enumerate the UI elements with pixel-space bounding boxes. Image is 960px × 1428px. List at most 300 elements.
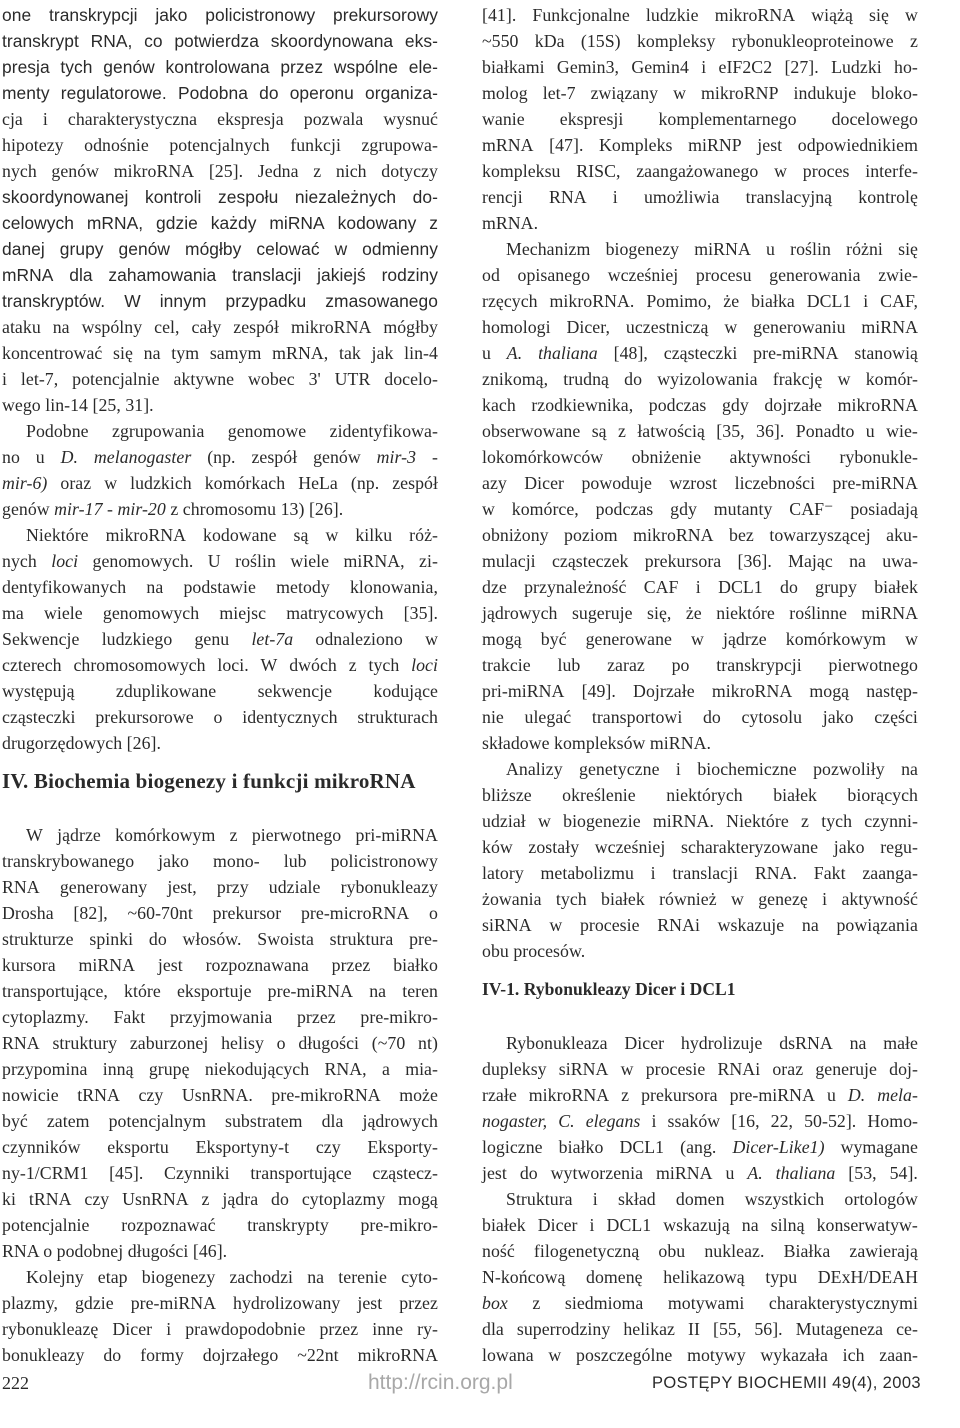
word: docelowego (831, 109, 918, 129)
word: latory (482, 863, 524, 883)
word: Mając (788, 551, 833, 571)
word: Kompleks (599, 135, 673, 155)
word: transkrypty (247, 1215, 329, 1235)
word: kompleksu (482, 161, 561, 181)
word: ssaków (667, 1111, 721, 1131)
word: RNA (2, 877, 40, 897)
word: się (869, 5, 889, 25)
word: chromosomowych (73, 655, 206, 675)
text-line (482, 418, 918, 444)
word: substratem (225, 1111, 303, 1131)
word: wie- (886, 421, 918, 441)
word: podczas (595, 499, 654, 519)
word: rzęcych (482, 291, 538, 311)
word: zespołu (218, 187, 279, 207)
word: komórkowym (115, 825, 216, 845)
text-line (482, 366, 918, 392)
word: wykazała (760, 1345, 828, 1365)
word: wspólny (81, 317, 143, 337)
word: towarzyszącej (769, 525, 871, 545)
word: i (612, 187, 618, 207)
text-line (2, 1134, 438, 1160)
word: biochemiczne (697, 759, 797, 779)
word: i (166, 1319, 172, 1339)
word: dsRNA (779, 1033, 833, 1053)
word: białek (601, 889, 645, 909)
word: Analizy (506, 759, 563, 779)
word: plazmy, (2, 1293, 58, 1313)
text-line (2, 288, 438, 314)
word: pre-miRNA (729, 1085, 815, 1105)
word: nich (335, 161, 367, 181)
word: gdy (721, 395, 749, 415)
word: Gemin3, (556, 57, 620, 77)
word: Fakt (113, 1007, 146, 1027)
word: pre-mikro- (360, 1215, 438, 1235)
word: różni (846, 239, 883, 259)
text-line (2, 1056, 438, 1082)
word: mulacji (482, 551, 536, 571)
word: 56]. (754, 1319, 783, 1339)
word: i (695, 577, 701, 597)
text-line (2, 1212, 438, 1238)
word: Mechanizm (506, 239, 591, 259)
text-line (482, 1316, 918, 1342)
word: [49]. (581, 681, 616, 701)
word: Jedna (257, 161, 299, 181)
word: znikomą, (482, 369, 549, 389)
text-line (2, 28, 438, 54)
word: Fakt (813, 863, 846, 883)
text-line (2, 874, 438, 900)
text-line (482, 808, 918, 834)
word: mikroRNA (357, 1345, 438, 1365)
word: rzodkiewnika, (531, 395, 634, 415)
word: wytworzenia (550, 1163, 644, 1183)
text-line (2, 548, 438, 574)
word: u (482, 343, 491, 363)
text-line (2, 574, 438, 600)
word: odmienny (362, 239, 438, 259)
text-line (482, 28, 918, 54)
word: [82], (73, 903, 108, 923)
word: D. (847, 1085, 866, 1105)
word: DCL1 (619, 1137, 665, 1157)
word: w (537, 811, 551, 831)
word: proces (802, 161, 850, 181)
word: wysnuć (383, 109, 438, 129)
section-heading: IV. Biochemia biogenezy i funkcji mikroRNA (2, 769, 416, 793)
word: 22, (770, 1111, 794, 1131)
word: być (2, 1111, 28, 1131)
text-line (2, 926, 438, 952)
word: odpowiednikiem (797, 135, 918, 155)
text-line (482, 132, 918, 158)
text-line (2, 978, 438, 1004)
word: wyizolowania (657, 369, 758, 389)
word: oraz (772, 1059, 804, 1079)
text-line (482, 574, 918, 600)
word: kompleksy (636, 31, 716, 51)
word: i (675, 759, 681, 779)
word: U (207, 551, 221, 571)
word: biogenezy (605, 239, 680, 259)
word: bliższe (482, 785, 532, 805)
word: bloko- (871, 83, 918, 103)
word: CAF, (880, 291, 918, 311)
text-line (2, 132, 438, 158)
word: eks- (404, 31, 438, 51)
word: mogą (809, 681, 850, 701)
word: Dicer (537, 1215, 578, 1235)
word: genów (118, 239, 171, 259)
word: thaliana (538, 343, 598, 363)
word: u (35, 447, 45, 467)
word: organiza- (365, 83, 438, 103)
word: kontrolę (858, 187, 918, 207)
word: białko (393, 955, 438, 975)
word: zaraz (607, 655, 645, 675)
word: potwierdza (174, 31, 259, 51)
word: jako (822, 707, 854, 727)
word: od (482, 265, 500, 285)
word: jest (157, 955, 183, 975)
word: do (780, 577, 798, 597)
word: genów (2, 499, 55, 519)
text-line (482, 80, 918, 106)
word: białek (482, 1215, 526, 1235)
word: indukuje (793, 83, 857, 103)
text-line (482, 834, 918, 860)
word: podczas (648, 395, 707, 415)
word: mRNA (2, 265, 54, 285)
word: matrycowych (286, 603, 384, 623)
word: ortologów (844, 1189, 918, 1209)
word: przypadku (225, 291, 307, 311)
word: charakterystyczna (67, 109, 198, 129)
word: dze (482, 577, 507, 597)
word: RNAi (657, 915, 700, 935)
word: logiczne (482, 1137, 543, 1157)
word: w (774, 161, 788, 181)
word: na (369, 981, 387, 1001)
word: Niektóre (26, 525, 89, 545)
word: roślin (790, 239, 831, 259)
word: kDa (534, 31, 565, 51)
word: u (766, 239, 775, 259)
word: ny-1/CRM1 (2, 1163, 89, 1183)
word: wobec (248, 369, 295, 389)
word: mono- (213, 851, 260, 871)
word: [35]. (403, 603, 438, 623)
word: policistronowy (205, 5, 316, 25)
word: (np. (207, 447, 236, 467)
word: RNA, (324, 1059, 367, 1079)
word: odnośnie (84, 135, 149, 155)
word: generowany (59, 877, 148, 897)
word: D. (60, 447, 79, 467)
text-line (482, 158, 918, 184)
word: UsnRNA (122, 1189, 189, 1209)
word: opisanego (517, 265, 591, 285)
word: transkrybowanego (2, 851, 135, 871)
word: ele- (408, 57, 438, 77)
word: helikazową (663, 1267, 745, 1287)
word: przez (280, 57, 324, 77)
text-line (2, 952, 438, 978)
word: czterech (2, 655, 62, 675)
word: i (2, 369, 7, 389)
word: ludzkie (645, 5, 699, 25)
word: o (276, 1033, 286, 1053)
word: nogaster, (482, 1111, 548, 1131)
text-line (2, 678, 438, 704)
word: na (849, 1033, 867, 1053)
word: lin-4 (404, 343, 438, 363)
text-line (482, 496, 918, 522)
word: włosów. (182, 929, 242, 949)
word: pri-miRNA (355, 825, 438, 845)
word: przypomina (2, 1059, 88, 1079)
word: u (865, 421, 875, 441)
word: do (702, 707, 721, 727)
word: filogenetyczną (533, 1241, 640, 1261)
word: pri-miRNA (482, 681, 565, 701)
word: mikroRNA (837, 395, 918, 415)
word: powiązania (836, 915, 918, 935)
text-line (2, 262, 438, 288)
word: presja (2, 57, 50, 77)
text-line (2, 444, 438, 470)
word: wskazuje (717, 915, 785, 935)
word: ludzkich (130, 473, 192, 493)
word: silną (770, 1215, 805, 1235)
word: do- (412, 187, 438, 207)
word: rzałe (482, 1085, 517, 1105)
word: ma (2, 603, 24, 623)
word: gdy (670, 499, 697, 519)
word: wcześniej (607, 265, 679, 285)
word: mela- (877, 1085, 918, 1105)
word: że (685, 603, 702, 623)
word: transkrypcji (716, 655, 802, 675)
text-line (482, 1342, 918, 1368)
text-line (482, 392, 918, 418)
word: że (723, 291, 740, 311)
word: box (482, 1293, 508, 1313)
word: generowania (769, 265, 861, 285)
word: 50-52]. (804, 1111, 857, 1131)
word: zahamowania (108, 265, 217, 285)
word: miRNA, (343, 551, 405, 571)
word: wiele (290, 551, 330, 571)
word: jądrze (722, 629, 767, 649)
word: motywy (687, 1345, 746, 1365)
word: i (650, 863, 656, 883)
word: azy (482, 473, 507, 493)
word: niektóre (716, 603, 775, 623)
text-line (482, 1134, 918, 1160)
word: strukturze (2, 929, 74, 949)
word: mutanty (713, 499, 773, 519)
word: menty (2, 83, 50, 103)
word: na (52, 317, 70, 337)
word: wanie (482, 109, 525, 129)
word: genu (194, 629, 230, 649)
word: [48], (613, 343, 648, 363)
word: w (691, 629, 704, 649)
word: co (144, 31, 163, 51)
word: potencjalnym (108, 1111, 206, 1131)
word: 3' (308, 369, 321, 389)
word: zaburzonej (129, 1033, 209, 1053)
word: ry- (417, 1319, 438, 1339)
word: W (26, 825, 43, 845)
text-line (482, 54, 918, 80)
word: - (431, 447, 438, 467)
word: chromosomu (182, 499, 281, 519)
word: mikroRNA. (549, 291, 635, 311)
word: ~60-70nt (127, 903, 193, 923)
word: etap (97, 1267, 128, 1287)
word: umożliwia (643, 187, 720, 207)
word: ~550 (482, 31, 519, 51)
text-line (2, 1004, 438, 1030)
word: cały (191, 317, 222, 337)
word: let-7, (20, 369, 59, 389)
word: z (348, 655, 357, 675)
word: udziale (268, 877, 321, 897)
word: w (724, 317, 738, 337)
word: mir-17 (54, 499, 107, 519)
word: ludzkiego (101, 629, 173, 649)
word: obniżony (482, 525, 549, 545)
word: mikroRNA (528, 1085, 610, 1105)
word: Białka (783, 1241, 831, 1261)
word: na (801, 915, 819, 935)
word: elegans (585, 1111, 641, 1131)
word: dentyfikowanych (2, 577, 127, 597)
word: na (849, 551, 866, 571)
word: w (905, 5, 918, 25)
text-line: wego lin-14 [25, 31]. (2, 395, 154, 415)
word: grupę (148, 1059, 190, 1079)
text-line: obu procesów. (482, 941, 586, 961)
word: zgrupowa- (361, 135, 438, 155)
word: HeLa (298, 473, 338, 493)
word: UTR (334, 369, 371, 389)
word: N-końcową (482, 1267, 566, 1287)
word: W (124, 291, 141, 311)
word: przynależność (524, 577, 627, 597)
word: lub (283, 851, 307, 871)
word: do (103, 1345, 122, 1365)
word: o (213, 707, 223, 727)
word: generowane (585, 629, 673, 649)
word: struktury (52, 1033, 118, 1053)
word: na (307, 1267, 325, 1287)
word: [45]. (109, 1163, 144, 1183)
word: dojrzałe (764, 395, 823, 415)
word: w (482, 499, 495, 519)
word: zespół (392, 473, 438, 493)
word: z (170, 499, 183, 519)
text-line (2, 848, 438, 874)
word: genomowych. (92, 551, 194, 571)
word: homologi (482, 317, 551, 337)
word: translacji (232, 265, 302, 285)
word: siRNA (558, 1059, 609, 1079)
word: interfe- (865, 161, 918, 181)
word: cel, (154, 317, 180, 337)
watermark-url[interactable]: http://rcin.org.pl (368, 1371, 513, 1394)
word: długości (298, 1033, 359, 1053)
word: 54]. (889, 1163, 918, 1183)
word: miRNA (269, 213, 325, 233)
word: wskazują (663, 1215, 730, 1235)
word: być (540, 629, 567, 649)
word: Eksportyny-t (195, 1137, 290, 1157)
word: jako (158, 851, 189, 871)
text-line (2, 470, 438, 496)
word: danej (2, 239, 45, 259)
text-line (26, 522, 438, 548)
word: Dicer, (566, 317, 611, 337)
word: loci (411, 655, 438, 675)
text-line (2, 652, 438, 678)
word: ków (482, 837, 513, 857)
word: [53, (848, 1163, 877, 1183)
word: frakcję (772, 369, 823, 389)
word: u (725, 1163, 735, 1183)
word: poziom (564, 525, 618, 545)
word: grupy (815, 577, 857, 597)
text-line (2, 626, 438, 652)
word: sugeruje (571, 603, 633, 623)
word: stanowią (854, 343, 918, 363)
word: w (549, 915, 563, 935)
text-line (2, 80, 438, 106)
word: jest (357, 1293, 383, 1313)
text-line (482, 288, 918, 314)
text-line (482, 678, 918, 704)
text-line (2, 314, 438, 340)
word: jakiejś (317, 265, 366, 285)
word: mRNA, (86, 213, 144, 233)
word: procesu (695, 265, 752, 285)
text-line (482, 106, 918, 132)
word: A. (506, 343, 523, 363)
word: rencji (482, 187, 523, 207)
section-heading: IV-1. Rybonukleazy Dicer i DCL1 (482, 979, 736, 999)
text-line (482, 444, 918, 470)
word: miRNA. (652, 811, 714, 831)
word: Homo- (867, 1111, 918, 1131)
word: charakterystycznymi (768, 1293, 918, 1313)
word: są (591, 421, 607, 441)
word: [55, (712, 1319, 742, 1339)
word: uwa- (882, 551, 918, 571)
word: przez (399, 1293, 438, 1313)
word: białko (558, 1137, 604, 1157)
word: w (730, 889, 744, 909)
word: mRNA (482, 135, 534, 155)
word: DExH/DEAH (817, 1267, 918, 1287)
word: loci. (217, 655, 249, 675)
word: jak (371, 343, 394, 363)
word: komór- (865, 369, 918, 389)
word: pre-miRNA (267, 981, 354, 1001)
